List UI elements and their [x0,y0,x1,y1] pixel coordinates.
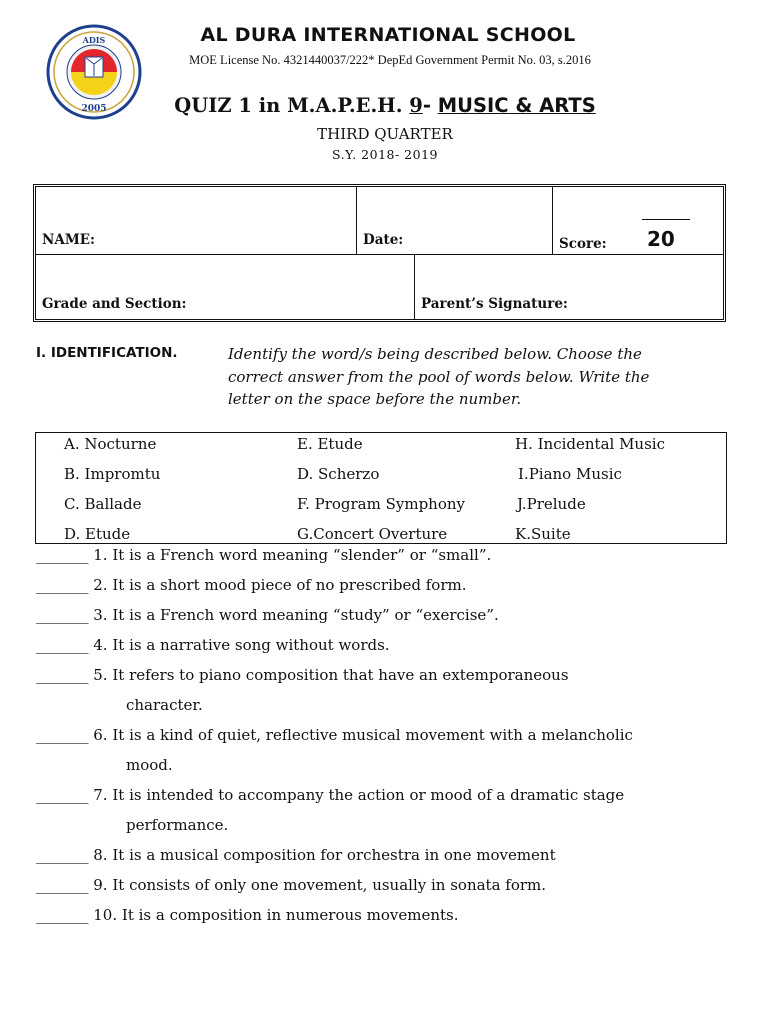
info-row-1 [36,187,723,255]
quiz-dash: - [422,94,438,117]
choice-item: B. Impromtu [64,465,161,483]
question-text: 9. It consists of only one movement, usually in sonata form. [88,876,547,894]
answer-blank[interactable]: _______ [36,726,89,744]
choice-item: A. Nocturne [64,435,157,453]
parent-signature-label: Parent’s Signature: [421,296,568,312]
quarter: THIRD QUARTER [317,125,453,143]
instruction-line: Identify the word/s being described below. Choose the [228,345,642,363]
word-pool-box [35,432,727,544]
logo-year: 2005 [81,104,107,114]
name-label: NAME: [42,232,96,248]
grade-section-cell[interactable] [36,255,414,319]
quiz-subject: MUSIC & ARTS [437,94,596,117]
answer-blank[interactable]: _______ [36,846,89,864]
question-7-continued: performance. [126,816,229,834]
answer-blank[interactable]: _______ [36,666,89,684]
quiz-grade: 9 [409,94,423,117]
logo-text-top: ADIS [82,35,106,45]
answer-blank[interactable]: _______ [36,906,89,924]
question-text: 1. It is a French word meaning “slender” or “small”. [88,546,492,564]
instructions [228,343,728,411]
question-7 [36,786,624,804]
quiz-title [120,94,650,117]
name-cell[interactable] [36,187,356,254]
question-text: 7. It is intended to accompany the action or mood of a dramatic stage [88,786,625,804]
school-year: S.Y. 2018- 2019 [332,147,438,162]
date-label: Date: [363,232,404,248]
quiz-title-prefix: QUIZ 1 in M.A.P.E.H. [174,94,410,117]
question-5-continued: character. [126,696,203,714]
section-heading: I. IDENTIFICATION. [36,345,178,361]
question-1 [36,546,491,564]
info-row-2 [36,255,723,319]
answer-blank[interactable]: _______ [36,786,89,804]
answer-blank[interactable]: _______ [36,636,89,654]
question-5 [36,666,569,684]
question-3 [36,606,499,624]
score-cell[interactable] [552,187,723,254]
parent-signature-cell[interactable] [414,255,723,319]
choice-item: D. Scherzo [297,465,380,483]
question-6 [36,726,633,744]
question-8 [36,846,556,864]
question-text: 3. It is a French word meaning “study” or “exercise”. [88,606,499,624]
question-text: 10. It is a composition in numerous movements. [88,906,459,924]
choice-item: I.Piano Music [518,465,622,483]
score-label: Score: [559,236,607,252]
question-text: 4. It is a narrative song without words. [88,636,390,654]
instruction-line: correct answer from the pool of words below. Write the [228,367,650,386]
choice-item: G.Concert Overture [297,525,448,543]
question-text: 8. It is a musical composition for orchestra in one movement [88,846,556,864]
answer-blank[interactable]: _______ [36,576,89,594]
choice-item: D. Etude [64,525,131,543]
grade-section-label: Grade and Section: [42,296,187,312]
answer-blank[interactable]: _______ [36,606,89,624]
answer-blank[interactable]: _______ [36,876,89,894]
choice-item: E. Etude [297,435,363,453]
score-blank-line [642,219,690,220]
question-10 [36,906,459,924]
choice-item: J.Prelude [517,495,586,513]
school-name: AL DURA INTERNATIONAL SCHOOL [200,24,576,46]
question-text: 6. It is a kind of quiet, reflective musical movement with a melancholic [88,726,633,744]
question-9 [36,876,546,894]
question-4 [36,636,390,654]
score-total: 20 [647,227,675,251]
student-info-table [33,184,726,322]
instruction-line: letter on the space before the number. [228,390,522,408]
question-text: 2. It is a short mood piece of no prescribed form. [88,576,467,594]
choice-item: C. Ballade [64,495,142,513]
question-text: 5. It refers to piano composition that have an extemporaneous [88,666,569,684]
question-6-continued: mood. [126,756,173,774]
choice-item: K.Suite [515,525,571,543]
choice-item: F. Program Symphony [297,495,466,513]
license-line: MOE License No. 4321440037/222* DepEd Government Permit No. 03, s.2016 [189,53,591,67]
choice-item: H. Incidental Music [515,435,665,453]
answer-blank[interactable]: _______ [36,546,89,564]
question-2 [36,576,467,594]
date-cell[interactable] [356,187,552,254]
